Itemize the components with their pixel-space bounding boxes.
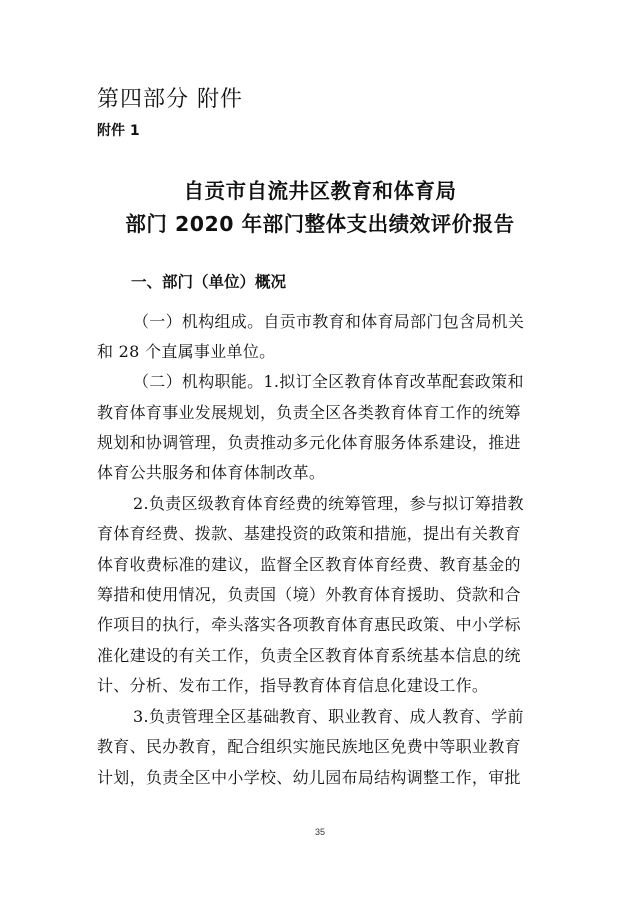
- section-heading: 一、部门（单位）概况: [131, 273, 287, 291]
- body-line: 教育、民办教育，配合组织实施民族地区免费中等职业教育: [97, 737, 521, 756]
- report-title-line-1: 自贡市自流井区教育和体育局: [183, 179, 457, 203]
- part-title: 第四部分 附件: [97, 87, 243, 112]
- body-line: 计划，负责全区中小学校、幼儿园布局结构调整工作，审批: [97, 768, 521, 787]
- body-line: 规划和协调管理，负责推动多元化体育服务体系建设，推进: [97, 433, 521, 452]
- body-line: 准化建设的有关工作，负责全区教育体育系统基本信息的统: [97, 646, 521, 665]
- body-line: 作项目的执行，牵头落实各项教育体育惠民政策、中小学标: [97, 615, 521, 634]
- body-line: 筹措和使用情况，负责国（境）外教育体育援助、贷款和合: [97, 585, 521, 604]
- body-line: 3.负责管理全区基础教育、职业教育、成人教育、学前: [133, 707, 524, 726]
- body-line: （二）机构职能。1.拟订全区教育体育改革配套政策和: [133, 372, 524, 391]
- body-line: （一）机构组成。自贡市教育和体育局部门包含局机关: [133, 312, 525, 331]
- report-title-line-2: 部门 2020 年部门整体支出绩效评价报告: [125, 212, 515, 236]
- body-line: 体育公共服务和体育体制改革。: [97, 463, 326, 482]
- body-line: 和 28 个直属事业单位。: [97, 342, 276, 361]
- page-number: 35: [314, 827, 325, 837]
- body-line: 育体育经费、拨款、基建投资的政策和措施，提出有关教育: [97, 524, 521, 543]
- body-line: 2.负责区级教育体育经费的统筹管理，参与拟订筹措教: [133, 494, 524, 513]
- body-line: 计、分析、发布工作，指导教育体育信息化建设工作。: [97, 676, 489, 695]
- annex-label: 附件 1: [97, 123, 140, 139]
- body-line: 体育收费标准的建议，监督全区教育体育经费、教育基金的: [97, 555, 521, 574]
- body-line: 教育体育事业发展规划，负责全区各类教育体育工作的统筹: [97, 403, 521, 422]
